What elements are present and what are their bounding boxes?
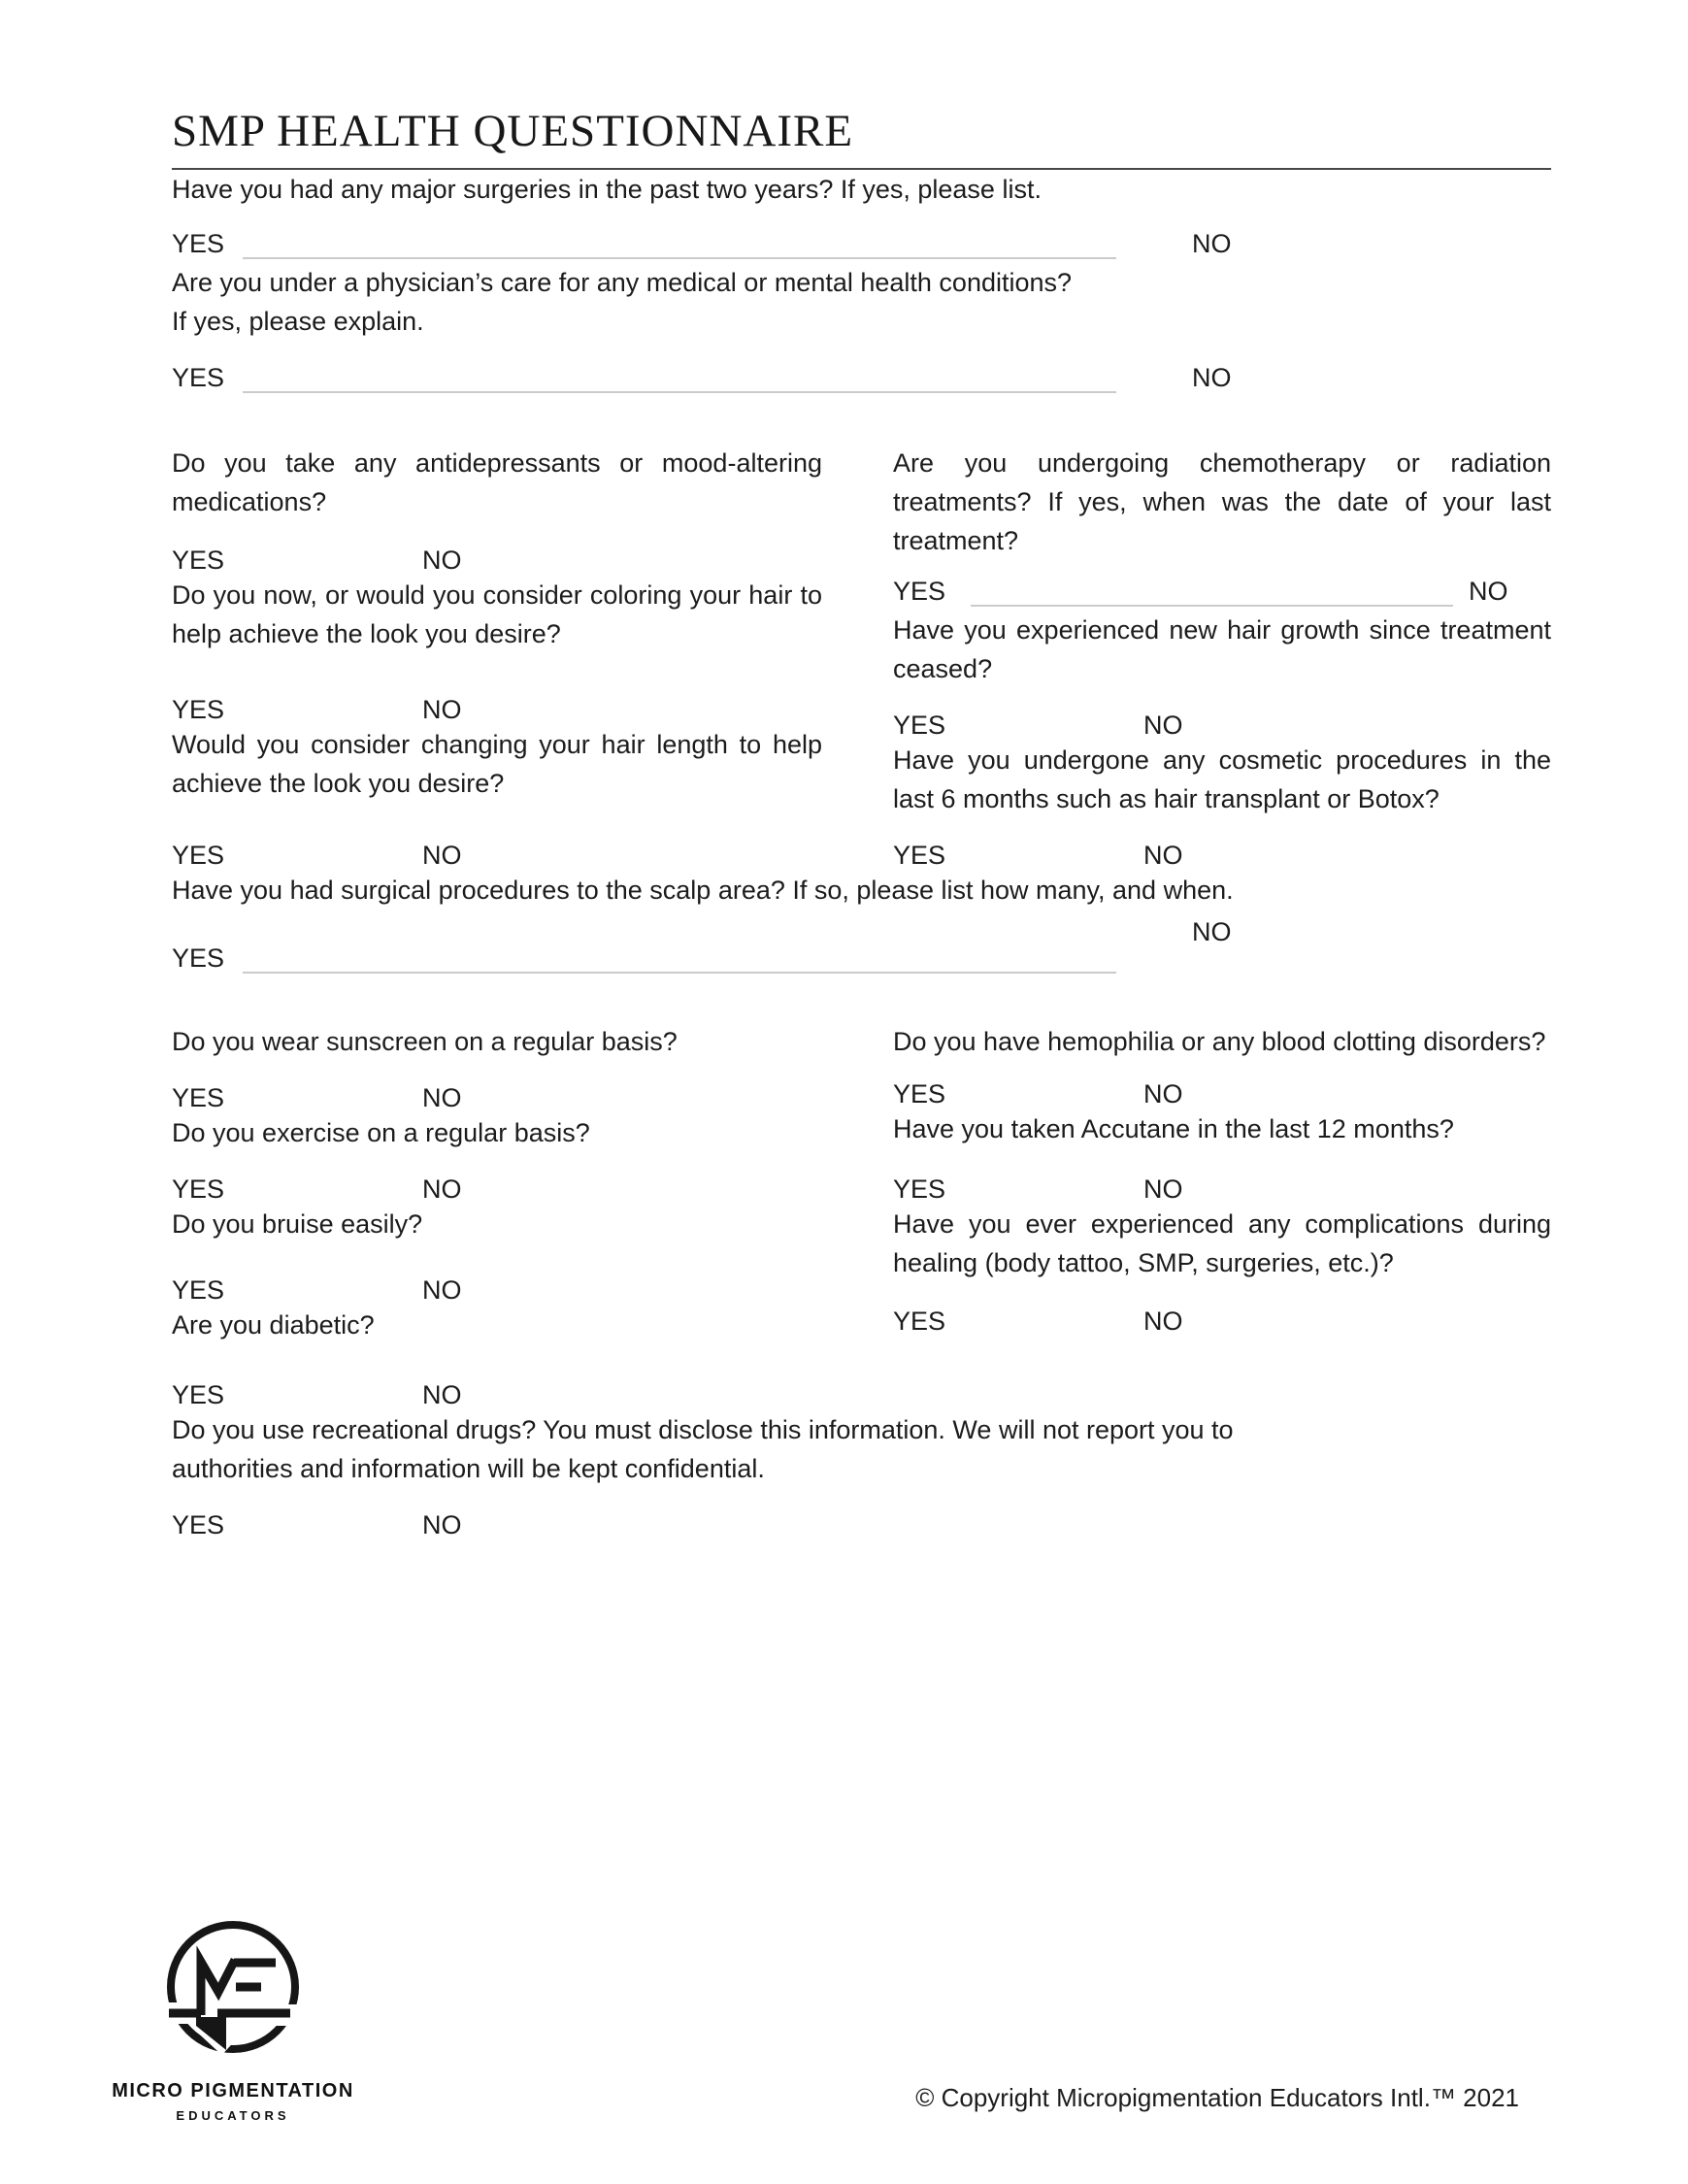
question-cosmetic-procedures: Have you undergone any cosmetic procedures in the last 6 months such as hair transplant or Botox? [893,745,1551,813]
question-text-line: authorities and information will be kept confidential. [172,1454,765,1483]
no-option[interactable]: NO [422,546,462,575]
answer-row-hair-color [172,692,822,725]
answer-row-scalp-procedures [172,917,1551,979]
question-recreational-drugs [172,1410,1551,1488]
no-option[interactable]: NO [422,841,462,870]
answer-row-chemotherapy [893,566,1551,611]
answer-row-cosmetic-procedures [893,838,1551,871]
answer-line[interactable] [971,605,1453,607]
question-diabetic: Are you diabetic? [172,1310,375,1340]
question-chemotherapy: Are you undergoing chemotherapy or radiation treatments? If yes, when was the date of your last treatment? [893,448,1551,555]
no-option[interactable]: NO [422,1510,462,1539]
answer-line[interactable] [243,391,1116,393]
answer-row-sunscreen [172,1080,822,1113]
yes-option[interactable]: YES [172,1275,225,1305]
question-accutane: Have you taken Accutane in the last 12 months? [893,1114,1454,1143]
no-option[interactable]: NO [1143,1307,1183,1336]
yes-option[interactable]: YES [893,711,946,740]
yes-option[interactable]: YES [893,841,946,870]
yes-option[interactable]: YES [893,1307,946,1336]
no-option[interactable]: NO [1192,917,1232,946]
brand-logo [83,1917,383,2123]
yes-option[interactable]: YES [172,1175,225,1204]
yes-option[interactable]: YES [172,1510,225,1539]
column-left [172,1022,822,1410]
no-option[interactable]: NO [422,1175,462,1204]
question-hair-length: Would you consider changing your hair length to help achieve the look you desire? [172,730,822,798]
question-antidepressants: Do you take any antidepressants or mood-altering medications? [172,448,822,516]
copyright-text: © Copyright Micropigmentation Educators Intl.™ 2021 [915,2083,1519,2112]
me-monogram-icon [136,1917,330,2058]
question-bruise: Do you bruise easily? [172,1209,423,1239]
question-text-line: Are you under a physician’s care for any medical or mental health conditions? [172,268,1073,297]
answer-row-healing-complications [893,1304,1551,1337]
question-text-line: Do you use recreational drugs? You must disclose this information. We will not report you to [172,1415,1234,1444]
question-surgeries: Have you had any major surgeries in the past two years? If yes, please list. [172,175,1042,204]
answer-row-exercise [172,1172,822,1205]
question-hair-growth: Have you experienced new hair growth since treatment ceased? [893,615,1551,683]
yes-option[interactable]: YES [172,1083,225,1112]
yes-option[interactable]: YES [893,1175,946,1204]
answer-row-recreational-drugs [172,1507,1551,1540]
answer-line[interactable] [243,257,1116,259]
two-column-section-bottom [172,1022,1551,1410]
no-option[interactable]: NO [1192,363,1232,392]
two-column-section-top [172,444,1551,871]
question-healing-complications: Have you ever experienced any complications during healing (body tattoo, SMP, surgeries, etc.)? [893,1209,1551,1277]
no-option[interactable]: NO [422,695,462,724]
no-option[interactable]: NO [1143,841,1183,870]
column-right [893,444,1551,871]
no-option[interactable]: NO [422,1380,462,1409]
yes-option[interactable]: YES [172,841,225,870]
yes-option[interactable]: YES [172,363,225,392]
yes-option[interactable]: YES [172,546,225,575]
no-option[interactable]: NO [422,1275,462,1305]
question-text-line: If yes, please explain. [172,307,424,336]
yes-option[interactable]: YES [893,577,946,606]
answer-row-hair-length [172,838,822,871]
yes-option[interactable]: YES [172,695,225,724]
answer-row-antidepressants [172,543,822,576]
column-right [893,1022,1551,1410]
question-physician-care [172,263,1551,341]
yes-option[interactable]: YES [172,1380,225,1409]
question-hemophilia: Do you have hemophilia or any blood clotting disorders? [893,1027,1546,1056]
no-option[interactable]: NO [1192,229,1232,258]
no-option[interactable]: NO [1143,1079,1183,1109]
no-option[interactable]: NO [422,1083,462,1112]
answer-line[interactable] [243,972,1116,974]
no-option[interactable]: NO [1143,711,1183,740]
column-left [172,444,822,871]
question-exercise: Do you exercise on a regular basis? [172,1118,590,1147]
page-title: SMP HEALTH QUESTIONNAIRE [172,106,854,156]
answer-row-bruise [172,1273,822,1306]
answer-row-hair-growth [893,708,1551,741]
question-scalp-procedures: Have you had surgical procedures to the scalp area? If so, please list how many, and when. [172,876,1234,905]
question-hair-color: Do you now, or would you consider coloring your hair to help achieve the look you desire? [172,580,822,648]
question-sunscreen: Do you wear sunscreen on a regular basis? [172,1027,678,1056]
no-option[interactable]: NO [1143,1175,1183,1204]
yes-option[interactable]: YES [893,1079,946,1109]
no-option[interactable]: NO [1469,577,1508,606]
answer-row-accutane [893,1172,1551,1205]
brand-subtitle: EDUCATORS [176,2108,290,2123]
answer-row-diabetic [172,1377,822,1410]
answer-row-physician-care [172,352,1551,397]
brand-name: MICRO PIGMENTATION [112,2080,354,2101]
answer-row-surgeries [172,218,1551,263]
yes-option[interactable]: YES [172,943,225,973]
yes-option[interactable]: YES [172,229,225,258]
answer-row-hemophilia [893,1076,1551,1109]
